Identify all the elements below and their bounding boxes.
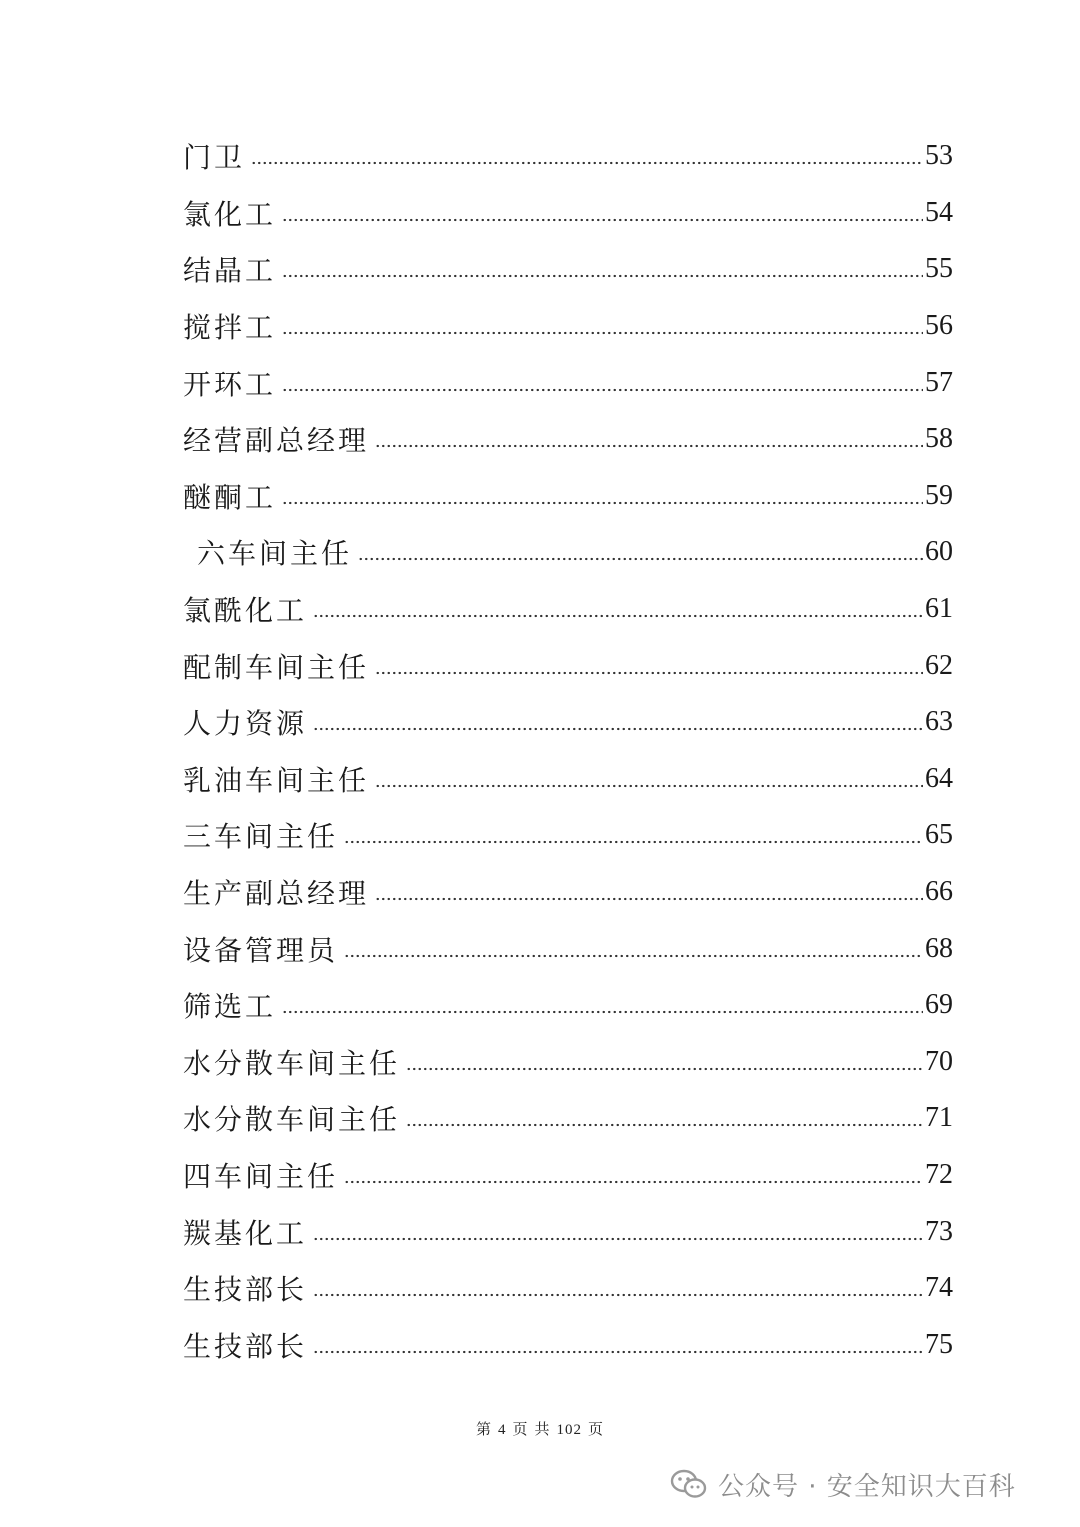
watermark-text: 公众号 · 安全知识大百科 [718,1471,1016,1502]
toc-entry[interactable] [183,298,953,355]
footer-gong: 共 [534,1422,551,1438]
toc-entry-page-number: 70 [925,1045,953,1077]
toc-entry-page-number: 56 [925,310,953,342]
toc-entry-label: 设备管理员 [183,933,339,967]
dot-leader [406,1121,923,1129]
toc-entry-page-number: 61 [925,593,953,625]
toc-entry-label: 开环工 [183,367,277,401]
toc-entry-page-number: 65 [925,819,953,851]
dot-leader [282,499,923,507]
toc-entry-label: 搅拌工 [183,311,277,345]
footer-ye: 页 [512,1422,529,1438]
toc-entry[interactable] [183,1260,953,1317]
toc-entry-page-number: 63 [925,706,953,738]
toc-entry-label: 结晶工 [183,254,277,288]
dot-leader [282,329,923,337]
toc-entry-page-number: 54 [925,196,953,228]
toc-entry-label: 四车间主任 [183,1159,339,1193]
toc-entry[interactable] [183,1147,953,1204]
dot-leader [344,838,923,846]
toc-entry[interactable] [183,354,953,411]
dot-leader [313,725,923,733]
toc-entry-label: 生技部长 [183,1329,308,1363]
toc-entry-page-number: 60 [925,536,953,568]
total-pages: 102 [556,1422,583,1438]
toc-entry-page-number: 59 [925,479,953,511]
dot-leader [344,1178,923,1186]
toc-entry-label: 水分散车间主任 [183,1103,401,1137]
footer-di: 第 [475,1422,492,1438]
dot-leader [375,782,923,790]
page-footer [0,1418,1080,1439]
toc-entry-label: 筛选工 [183,990,277,1024]
dot-leader [375,669,923,677]
toc-entry[interactable] [183,751,953,808]
toc-entry[interactable] [183,694,953,751]
toc-entry[interactable] [183,524,953,581]
toc-entry-label: 三车间主任 [183,820,339,854]
dot-leader [313,1348,923,1356]
dot-leader [282,272,923,280]
toc-entry-page-number: 74 [925,1272,953,1304]
toc-entry-page-number: 73 [925,1215,953,1247]
toc-entry[interactable] [183,637,953,694]
footer-ye-end: 页 [588,1422,605,1438]
dot-leader [313,1235,923,1243]
toc-entry[interactable] [183,1203,953,1260]
toc-entry-label: 醚酮工 [183,480,277,514]
dot-leader [358,555,923,563]
toc-entry-page-number: 68 [925,932,953,964]
toc-entry-page-number: 69 [925,989,953,1021]
toc-entry-label: 乳油车间主任 [183,763,370,797]
table-of-contents [183,128,953,1373]
toc-entry[interactable] [183,1090,953,1147]
dot-leader [375,895,923,903]
toc-entry-label: 生产副总经理 [183,877,370,911]
toc-entry-label: 生技部长 [183,1273,308,1307]
dot-leader [251,159,923,167]
toc-entry[interactable] [183,807,953,864]
toc-entry-page-number: 75 [925,1328,953,1360]
current-page-number: 4 [497,1422,507,1438]
toc-entry-label: 六车间主任 [197,537,353,571]
toc-entry-page-number: 64 [925,762,953,794]
dot-leader [344,952,923,960]
dot-leader [282,386,923,394]
toc-entry[interactable] [183,977,953,1034]
toc-entry[interactable] [183,1034,953,1091]
toc-entry-label: 配制车间主任 [183,650,370,684]
toc-entry-page-number: 66 [925,876,953,908]
toc-entry-label: 氯化工 [183,197,277,231]
toc-entry[interactable] [183,1316,953,1373]
toc-entry-label: 人力资源 [183,707,308,741]
toc-entry-page-number: 53 [925,140,953,172]
toc-entry[interactable] [183,128,953,185]
toc-entry[interactable] [183,468,953,525]
toc-entry-page-number: 62 [925,649,953,681]
toc-entry-page-number: 57 [925,366,953,398]
toc-entry-label: 门卫 [183,141,246,175]
toc-entry-page-number: 58 [925,423,953,455]
toc-entry-label: 羰基化工 [183,1216,308,1250]
toc-entry[interactable] [183,581,953,638]
toc-entry[interactable] [183,864,953,921]
toc-entry-label: 水分散车间主任 [183,1046,401,1080]
dot-leader [282,1008,923,1016]
toc-entry[interactable] [183,241,953,298]
toc-entry-page-number: 71 [925,1102,953,1134]
dot-leader [313,612,923,620]
toc-entry-page-number: 55 [925,253,953,285]
toc-entry-label: 氯酰化工 [183,594,308,628]
dot-leader [406,1065,923,1073]
watermark [670,1464,1016,1504]
dot-leader [313,1291,923,1299]
dot-leader [375,442,923,450]
toc-entry[interactable] [183,411,953,468]
dot-leader [282,216,923,224]
toc-entry[interactable] [183,185,953,242]
toc-entry-page-number: 72 [925,1158,953,1190]
toc-entry[interactable] [183,920,953,977]
toc-entry-label: 经营副总经理 [183,424,370,458]
wechat-icon [670,1468,708,1500]
